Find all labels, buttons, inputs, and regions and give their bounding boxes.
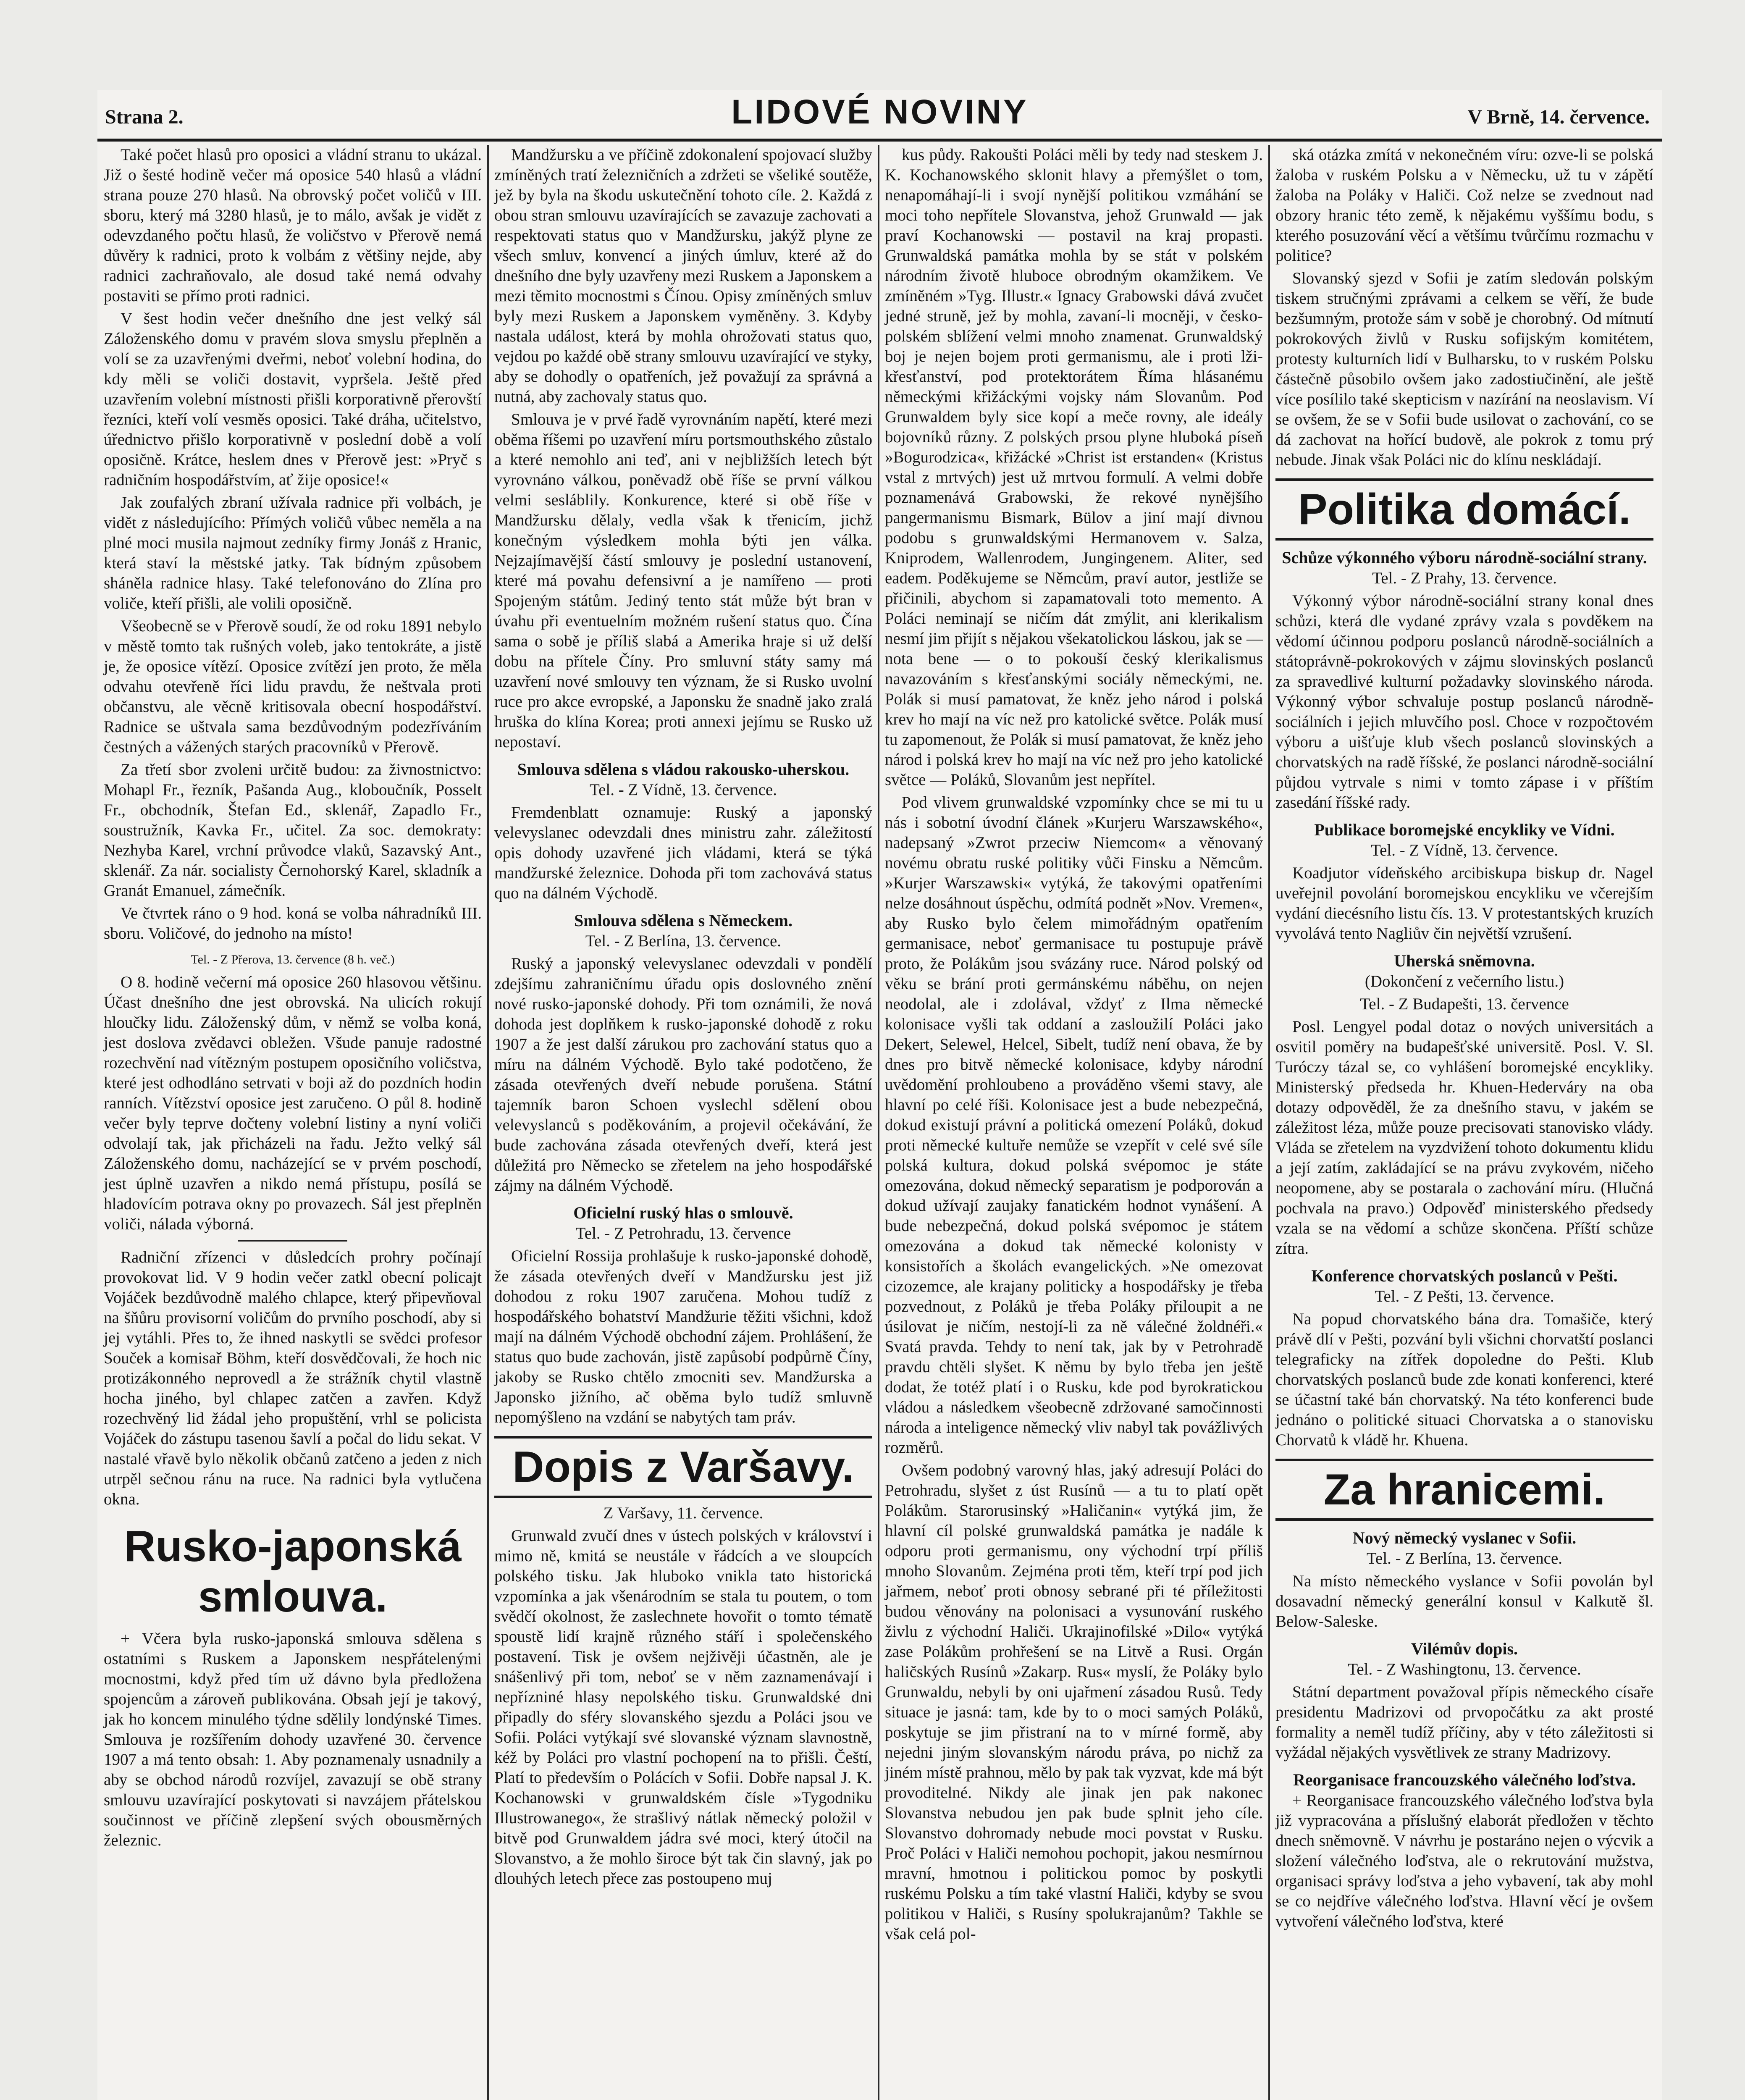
separator xyxy=(238,1240,347,1242)
paragraph: Jak zoufalých zbraní užívala radnice při volbách, je vidět z následujícího: Přímých voličů vůbec neměla a na plné moci musila najmout zedníky firmy Jonáš z Hranic, která staví la městské jatky. Tak bídným způsobem sháněla radnice hlasy. Také telefonováno do Zlína pro voliče, kteří přišli, ale volili oposičně. xyxy=(104,494,482,612)
paragraph: + Reorganisace francouzského válečného loďstva byla již vypracována a příslušný elaborát předložen v těchto dnech sněmovně. V návrhu je postaráno nejen o výcvik a složení válečného loďstva, ale o rekrutování mužstva, organisaci správy loďstva a jeho vybavení, tak aby mohl se co nejdříve válečného loďstva. Hlavní věcí je ovšem vytvoření válečného loďstva, které xyxy=(1275,1791,1653,1930)
paragraph: + Včera byla rusko-japonská smlouva sdělena s ostatními s Ruskem a Japonskem nespřátelenými mocnostmi, když před tím už dávno byla předložena spojencům a zároveň publikována. Obsah její je takový, jak ho koncem minulého týdne sdělily londýnské Times. Smlouva je rozšířením dohody uzavřené 30. července 1907 a má tento obsah: 1. Aby poznamenaly usnadnily a aby se obchod národů rozvíjel, zavazují se obě strany smlouvu uzavírající poskytovati si navzájem přátelskou součinnost ve příčině zlepšení svých obousměrných železnic. xyxy=(104,1630,482,1849)
paragraph: Smlouva je v prvé řadě vyrovnáním napětí, které mezi oběma říšemi po uzavření míru portsmouthského zůstalo a které nemohlo ani teď, ani v nejbližších letech být vyrovnáno válkou, poněvadž obě říše se první válkou velmi sesláblily. Konkurence, které si obě říše v Mandžursku dělaly, vedla však k třenicím, jichž konečným výsledkem mohla býti jen válka. Nejzajímavější částí smlouvy je poslední ustanovení, které má povahu defensivní a je namířeno — proti Spojeným státům. Jediný tento stát může být bran v úvahu při eventuelním možném rušení status quo. Čína sama o sobě je příliš slabá a Amerika hraje si už delší dobu na přítele Číny. Pro smluvní státy samy má uzavření nové smlouvy ten význam, že si Rusko uvolní ruce pro akce evropské, a Japonsku že snadně jako zralá hruška do klína Korea; proti annexi jejímu se Rusko už nepostaví. xyxy=(494,410,872,751)
subheading: Schůze výkonného výboru národně-sociální strany. xyxy=(1282,548,1647,567)
paragraph: Státní department považoval přípis německého císaře presidentu Madrizovi od prvopočátku za akt prosté formality a neměl tudíž příčiny, aby v této záležitosti si vyžádal nějakých vysvětlivek ze strany Madrizovy. xyxy=(1275,1683,1653,1761)
paragraph: V šest hodin večer dnešního dne jest velký sál Záloženského domu v pravém slova smyslu přeplněn a volí se za uzavřenými dveřmi, neboť volební hodina, do kdy měli se voliči dostavit, vypršela. Ještě před uzavřením volební místnosti přišli korporativně přerovští řezníci, kteří volí vesměs oposici. Také dráha, učitelstvo, úřednictvo přišlo korporativně v poslední době a volí oposičně. Krátce, heslem dnes v Přerově jest: »Pryč s radničním hospodářstvím, ať žije oposice!« xyxy=(104,310,482,489)
subheading: Smlouva sdělena s vládou rakousko-uherskou. xyxy=(517,760,850,779)
paragraph: Ve čtvrtek ráno o 9 hod. koná se volba náhradníků III. sboru. Voličové, do jednoho na místo! xyxy=(104,904,482,942)
telegram-dateline: Tel. - Z Vídně, 13. července. xyxy=(590,781,777,799)
section-headline: Politika domácí. xyxy=(1275,478,1653,541)
article-headline: Dopis z Varšavy. xyxy=(494,1436,872,1498)
telegram-dateline: Tel. - Z Petrohradu, 13. července xyxy=(575,1224,791,1242)
paragraph: Slovanský sjezd v Sofii je zatím sledován polským tiskem stručnými zprávami a celkem se věří, že bude bezšumným, protože sám v sobě je chorobný. Od mítnutí pokrokových živlů v Rusku sofijským komitétem, protesty kulturních lidí v Bulharsku, to v ruském Polsku částečně působilo ovšem jako zadostiučinění, ale ještě více posílilo také skepticism v nazírání na neoslavism. Ví se ovšem, že se v Sofii bude usilovat o zachování, co se dá zachovat na hořící budově, ale pokrok z tomu prý nebude. Jinak však Poláci nic do klínu neskládají. xyxy=(1275,269,1653,469)
paragraph: Mandžursku a ve příčině zdokonalení spojovací služby zmíněných tratí železničních a zdržeti se všeliké soutěže, jež by byla na škodu uskutečnění tohoto cíle. 2. Každá z obou stran smlouvu uzavírajících se zavazuje zachovati a respektovati status quo v Mandžursku, jakýž plyne ze všech smluv, konvencí a jiných úmluv, které až do dnešního dne byly uzavřeny mezi Ruskem a Japonskem a mezi těmito mocnostmi s Čínou. Opisy zmíněných smluv byly mezi Ruskem a Japonskem vyměněny. 3. Kdyby nastala událost, která by mohla ohrožovati status quo, vejdou po každé obě strany smlouvu uzavírající ve styky, aby se dohodly o opatřeních, jež považují za správná a nutná, aby zachovaly status quo. xyxy=(494,146,872,406)
column-3 xyxy=(885,145,1263,1947)
subheading: Nový německý vyslanec v Sofii. xyxy=(1352,1528,1577,1547)
subheading: Uherská sněmovna. xyxy=(1394,951,1535,970)
telegram-dateline: Tel. - Z Vídně, 13. července. xyxy=(1371,841,1558,859)
paragraph: Na popud chorvatského bána dra. Tomašiče, který právě dlí v Pešti, pozvání byli všichni chorvatští poslanci telegraficky na zítřek dopoledne do Pešti. Klub chorvatských poslanců bude zde konati konferenci, které se účastní také bán chorvatský. Na této konferenci bude jednáno o politické situaci Chorvatska a o stanovisku Chorvatů k vládě hr. Khuena. xyxy=(1275,1310,1653,1449)
dateline: Z Varšavy, 11. července. xyxy=(603,1504,764,1522)
page-number: Strana 2. xyxy=(105,106,184,128)
subheading-note: (Dokončení z večerního listu.) xyxy=(1365,972,1564,990)
column-rule xyxy=(878,145,879,2100)
column-4 xyxy=(1275,145,1653,1934)
paragraph: kus půdy. Rakoušti Poláci měli by tedy nad steskem J. K. Kochanowského sklonit hlavy a přemýšlet o tom, nenapomáhají-li i svojí nynější politikou vzmáhání se moci toho nepřítele Slovanstva, jehož Grunwald — jak praví Kochanowski — postavil na kraj propasti. Grunwaldská památka mohla by se stát v polském národním životě hluboce obrodným okamžikem. Ve zmíněném »Tyg. Illustr.« Ignacy Grabowski dává zvučet jedné struně, jež by mohla, zavaní-li mocněji, v česko-polském sblížení velmi mnoho znamenat. Grunwaldský boj je nejen bojem proti germanismu, ale i proti lži-křesťanství, pod protektorátem Říma hlásanému německými křižáckými vojsky nám Slovanům. Pod Grunwaldem byly sice kopí a meče rovny, ale ideály bojovníků různy. Z polských prsou plyne hluboká píseň »Bogurodzica«, křižácké »Christ ist erstanden« (Kristus vstal z mrtvých) jest už mrtvou formulí. A velmi dobře poznamenává Grabowski, že rekové nynějšího pangermanismu Bismark, Bülov a jiní mají divnou podobu s grunwaldskými Hermanovem v. Salza, Kniprodem, Wallenrodem, Jungingenem. Aliter, sed eadem. Poděkujeme se Němcům, praví autor, jestliže se přičinili, abychom si zapamatovali toto memento. A Poláci neminají se ničím dát zmýlit, ani klerikalism nesmí jim přijít s nějakou všekatolickou láskou, jak se — nota bene — o to pokouší český klerikalismus navazováním s křesťanskými sociály německými, ne. Polák si musí pamatovat, že kněz jeho národ i polská krev ho mají na víc než pro katolické světce. Polák musí tu zapomenout, že Polák si musí pamatovat, že kněz jeho národ i polská krev ho mají na víc než pro jeho katolické světce — Poláků, Slovanům jest nepřítel. xyxy=(885,146,1263,789)
paragraph: Také počet hlasů pro oposici a vládní stranu to ukázal. Již o šesté hodině večer má oposice 540 hlasů a vládní strana pouze 270 hlasů. Na obrovský počet voličů v III. sboru, který má 3280 hlasů, je to málo, avšak je vidět z odevzdaného počtu hlasů, že voličstvo v Přerově nemá důvěry k radnici, proto k volbám z většiny nejde, aby radnici zachraňovalo, ale dosud také nemá odvahy postaviti se přímo proti radnici. xyxy=(104,146,482,305)
paragraph: Grunwald zvučí dnes v ústech polských v království i mimo ně, kmitá se neustále v řádcích a ve sloupcích polského tisku. Jak hluboko vnikla tato historická vzpomínka a jak všenárodním se stala tu poutem, o tom svědčí okolnost, že zaslechnete hovořit o tomto tématě spoustě lidí krajně různého stáří i společenského postavení. Tisk je ovšem nejživěji účastněn, ale je snášenlivý při tom, neboť se v něm zaznamenávají i nepřízniné hlasy nepolského tisku. Grunwaldské dni připadly do sféry slovanského sjezdu a Poláci jsou ve Sofii. Poláci vytýkají své slovanské význam slavnostně, kéž by Poláci pro vlastní pochopení na to přišli. Čeští, Platí to především o Polácích v Sofii. Dobře napsal J. K. Kochanowski v grunwaldském čísle »Tygodniku Illustrowanego«, že strašlivý nátlak německý položil v bitvě pod Grunwaldem jádra své moci, který útočil na Slovanstvo, a že mohlo široce být tak čin slavný, jak po dlouhých letech přece zas postoupeno muj xyxy=(494,1527,872,1887)
paragraph: Výkonný výbor národně-sociální strany konal dnes schůzi, která dle vydané zprávy vzala s povděkem na vědomí účinnou podporu poslanců národně-sociálních a státoprávně-pokrokových v zájmu slovinských poslanců za spravedlivé kulturní požadavky slovinského národa. Výkonný výbor schvaluje postup poslanců národně-sociálních i jejich mluvčího posl. Choce v rozpočtovém výboru a uišťuje klub všech poslanců slovinských a chorvatských na radě říšské, že poslanci národně-sociální půjdou vytrvale s nimi v tomto zápase i v příštím zasedání říšské rady. xyxy=(1275,592,1653,811)
paragraph: Pod vlivem grunwaldské vzpomínky chce se mi tu u nás i sobotní úvodní článek »Kurjeru Warszawského«, nadepsaný »Zwrot przeciw Niemcom« a věnovaný novému obratu ruské politiky vůči Finsku a Němcům. »Kurjer Warszawski« vytýká, že takovými opatřeními nelze dosáhnout úspěchu, odmítá podnět »Nov. Vremen«, aby Rusko bylo čelem mimořádným opatřením germanisace, neboť germanisace tu postupuje právě proto, že Polákům jsou svázány ruce. Národ polský od věku se brání proti germánskému náběhu, on nejen neodolal, ale i zdolával, vždyť z Ilma německé kolonisace vyšli tak oddaní a zasloužilí Poláci jako Dekert, Selewel, Helcel, Sibelt, tudíž není obava, že by dnes pro bitvě německé kolonisace, kdyby národní uvědomění prohloubeno a prováděno všemi stavy, ale hlavní po celé říši. Kolonisace jest a bude nebezpečná, dokud existují právní a politická omezení Poláků, dokud proti německé kultuře nemůže se vzepřít v celé své síle polská kultura, dokud polská svépomoc je státe omezována, dokud německý separatism je podporován a dokud užívají zaujaky fanatickém hodnot vynášení. A bude nebezpečná, dokud polská svépomoc je státem omezována a dokud tak německé kolonisty v konsistořích a školách evangelických. »Ne omezovat cizozemce, ale krajany politicky a hospodářsky je třeba pozvednout, z Poláků je třeba Poláky přiloupit a ne úsilovat je ničím, nestojí-li za ně válečné žoldnéři.« Svatá pravda. Tehdy to není tak, jak by v Petrohradě pravdu chtěli slyšet. K němu by bylo třeba jen ještě dodat, že totéž platí i o Rusku, kde pod byrokratickou vládou a následkem všeobecně zdržované samočinnosti národa a inteligence německý vliv nabyl tak povážlivých rozměrů. xyxy=(885,793,1263,1457)
article-headline: Rusko-japonská smlouva. xyxy=(124,1522,462,1621)
column-rule xyxy=(487,145,489,2100)
paragraph: ská otázka zmítá v nekonečném víru: ozve-li se polská žaloba v ruském Polsku a v Německu, už tu v zápětí žaloba na Poláky v Haliči. Což nelze se zvednout nad obzory hranic této země, k nějakému vyššímu bodu, s kterého posuzování věcí a většímu tvůrčímu rozmachu v politice? xyxy=(1275,146,1653,265)
masthead xyxy=(97,90,1662,142)
telegram-dateline: Tel. - Z Berlína, 13. července. xyxy=(585,932,782,950)
subheading: Konference chorvatských poslanců v Pešti. xyxy=(1311,1266,1618,1285)
telegram-dateline: Tel. - Z Budapešti, 13. července xyxy=(1360,995,1569,1013)
paper-title: LIDOVÉ NOVINY xyxy=(731,93,1029,131)
paragraph: O 8. hodině večerní má oposice 260 hlasovou většinu. Účast dnešního dne jest obrovská. Na ulicích rokují hloučky lidu. Záloženský dům, v němž se volba koná, jest doslova zvědavci obležen. Všude panuje radostné rozechvění nad vítězným postupem oposičního voličstva, které jest odhodláno setrvati v boji až do pozdních hodin ranních. Vítězství oposice jest zaručeno. O půl 8. hodině večer byly teprve dočteny volební listiny a nyní voliči odvolají tak, jak přicházeli na řadu. Ježto velký sál Záloženského domu, nacházející se v prvém poschodí, jest úplně uzavřen a nikdo nemá přístupu, posílá se hladovícím potrava okny po provazech. Sál jest přeplněn voliči, nálada výborná. xyxy=(104,973,482,1233)
paragraph: Oficielní Rossija prohlašuje k rusko-japonské dohodě, že zásada otevřených dveří v Mandžursku jest již dohodou z roku 1907 zaručena. Mohou tudíž z hospodářského bohatství Mandžurie těžiti všichni, kdož mají na dálném Východě obchodní zájem. Prohlášení, že status quo bude zachován, jistě zapůsobí podpůrně Číny, jakoby se Rusko chtělo zmocniti sev. Mandžurska a Japonsko jižního, ač oběma bylo tudíž smluvně nepomýšleno na vzdání se nabytých tam práv. xyxy=(494,1247,872,1426)
paragraph: Koadjutor vídeňského arcibiskupa biskup dr. Nagel uveřejnil povolání boromejskou encykliku ve včerejším vydání diecésního listu čís. 13. V protestantských kruzích vyvolává tento Nagliův čin největší vzrušení. xyxy=(1275,864,1653,942)
column-2 xyxy=(494,145,872,1891)
column-rule xyxy=(1268,145,1270,2100)
subheading: Vilémův dopis. xyxy=(1411,1639,1518,1658)
subheading: Publikace boromejské encykliky ve Vídni. xyxy=(1314,820,1615,839)
section-headline: Za hranicemi. xyxy=(1275,1459,1653,1521)
subheading: Oficielní ruský hlas o smlouvě. xyxy=(573,1203,793,1222)
paragraph: Všeobecně se v Přerově soudí, že od roku 1891 nebylo v městě tomto tak rušných voleb, jako tentokráte, a jistě je, že oposice vítězí. Oposice zvítězí jen proto, že měla odvahu otevřeně říci lidu pravdu, že neštvala proti občanstvu, ale věcně kritisovala obecní hospodářství. Radnice se uštvala sama bezdůvodným podezříváním čestných a vážených starých pracovníků v Přerově. xyxy=(104,617,482,756)
paragraph: Radniční zřízenci v důsledcích prohry počínají provokovat lid. V 9 hodin večer zatkl obecní policajt Vojáček bezdůvodně malého chlapce, který připevňoval na šňůru provisorní voličům do prvního poschodí, aby si jej vytáhli. Přes to, že ihned naskytli se svědci profesor Souček a komisař Böhm, kteří dosvědčovali, že hoch nic protizákonného neprovedl a že strážník chytil vlastně hocha jiného, byl chlapec zatčen a zavřen. Když rozechvěný lid žádal jeho propuštění, vrhl se policista Vojáček do zástupu tasenou šavlí a počal do lidu sekat. V nastalé vřavě bylo několik občanů zatčeno a jeden z nich utrpěl sečnou ránu na ruce. Na radnici byla vytlučena okna. xyxy=(104,1248,482,1508)
telegram-dateline: Tel. - Z Pešti, 13. července. xyxy=(1375,1287,1554,1305)
paragraph: Ovšem podobný varovný hlas, jaký adresují Poláci do Petrohradu, slyšet z úst Rusínů — a tu to platí opět Polákům. Starorusinský »Haličanin« vytýká jim, že hlavní cíl polské grunwaldská památka je nadále k odporu proti germanismu, ony východní trpí příliš mnoho Slovanům. Zejména proti těm, kteří trpí pod jich jařmem, neboť proti obnosy sebrané při té příležitosti budou věnovány na polonisaci a vysunování ruského živlu z východní Haliči. Ukrajinofilské »Dilo« vytýká zase Polákům prohřešení se na Litvě a Rusi. Orgán haličských Rusínů »Zakarp. Rus« myslí, že Poláky bylo Grunwaldu, nebyli by oni ujařmení zásadou Rusů. Tedy situace je jasná: tam, kde by to o moci samých Poláků, poskytuje se jim přistraní na to v mírné formě, aby nejedni jiným slovanským národu práva, po nichž za jiném místě prahnou, mělo by pak tak vyzvat, kde má být provoditelné. Nikdy ale jinak jen pak nakonec Slovanstva nebudou jen pak bude splnit jeho cíle. Slovanstvo dohromady nebude moci povstat v Rusku. Proč Poláci v Haliči nemohou pochopit, jakou nesmírnou mravní, hmotnou i politickou pomoc by poskytli ruskému Polsku a tím také vlastní Haliči, kdyby se svou politikou v Haliči, s Rusíny spolukrajanům? Takhle se však celá pol- xyxy=(885,1461,1263,1943)
paragraph: Za třetí sbor zvoleni určitě budou: za živnostnictvo: Mohapl Fr., řezník, Pašanda Aug., kloboučník, Posselt Fr., obchodník, Štefan Ed., sklenář, Zapadlo Fr., soustružník, Kavka Fr., učitel. Za soc. demokraty: Nezhyba Karel, vrchní průvodce vlaků, Sazavský Ant., sklenář. Za nár. socialisty Černohorský Karel, skladník a Granát Emanuel, zámečník. xyxy=(104,761,482,900)
subheading: Reorganisace francouzského válečného loďstva. xyxy=(1293,1770,1636,1789)
paragraph: Posl. Lengyel podal dotaz o nových universitách a osvitil poměry na budapešťské universitě. Posl. V. Sl. Turóczy tázal se, co vyhlášení boromejské encykliky. Ministerský předseda hr. Khuen-Hederváry na oba dotazy odpověděl, že za dnešního stavu, v jakém se záležitost léza, může pouze precisovati stanovisko vlády. Vláda se zřetelem na vyzdvižení tohoto dokumentu klidu a její zatím, zakládající se na právu zvykovém, ničeho neopomene, aby se postarala o zachování míru. (Hlučná pochvala na pravo.) Odpověď ministerského předsedy vzala se na vědomí a schůze skončena. Příští schůze zítra. xyxy=(1275,1018,1653,1257)
newspaper-page xyxy=(97,90,1662,2100)
telegram-dateline: Tel. - Z Prahy, 13. července. xyxy=(1372,569,1557,587)
telegram-dateline: Tel. - Z Berlína, 13. července. xyxy=(1366,1549,1563,1567)
subheading: Smlouva sdělena s Německem. xyxy=(574,911,792,930)
column-1 xyxy=(104,145,482,1853)
paragraph: Na místo německého vyslance v Sofii povolán byl dosavadní německý generální konsul v Kalkutě šl. Below-Saleske. xyxy=(1275,1572,1653,1630)
dateline: Tel. - Z Přerova, 13. července (8 h. več.) xyxy=(191,953,395,966)
telegram-dateline: Tel. - Z Washingtonu, 13. července. xyxy=(1348,1660,1581,1678)
paragraph: Ruský a japonský velevyslanec odevzdali v pondělí zdejšímu zahraničnímu úřadu opis doslovného znění nové rusko-japonské dohody. Při tom oznámili, že nová dohoda jest doplňkem k rusko-japonské dohodě z roku 1907 a že jest další zárukou pro zachování status quo a míru na dálném Východě. Bylo také podotčeno, že zásada otevřených dveří nebude porušena. Státní tajemník baron Schoen vyslechl sdělení obou velevyslanců s poděkováním, a projevil očekávání, že bude zachována zásada otevřených dveří, která jest důležitá pro Německo se zřetelem na jeho hospodářské zájmy na dálném Východě. xyxy=(494,955,872,1194)
issue-date: V Brně, 14. července. xyxy=(1467,106,1650,128)
paragraph: Fremdenblatt oznamuje: Ruský a japonský velevyslanec odevzdali dnes ministru zahr. záležitostí opis dohody uzavřené jich vládami, která se týká mandžurské železnice. Dohoda při tom zachovává status quo na dálném Východě. xyxy=(494,803,872,902)
